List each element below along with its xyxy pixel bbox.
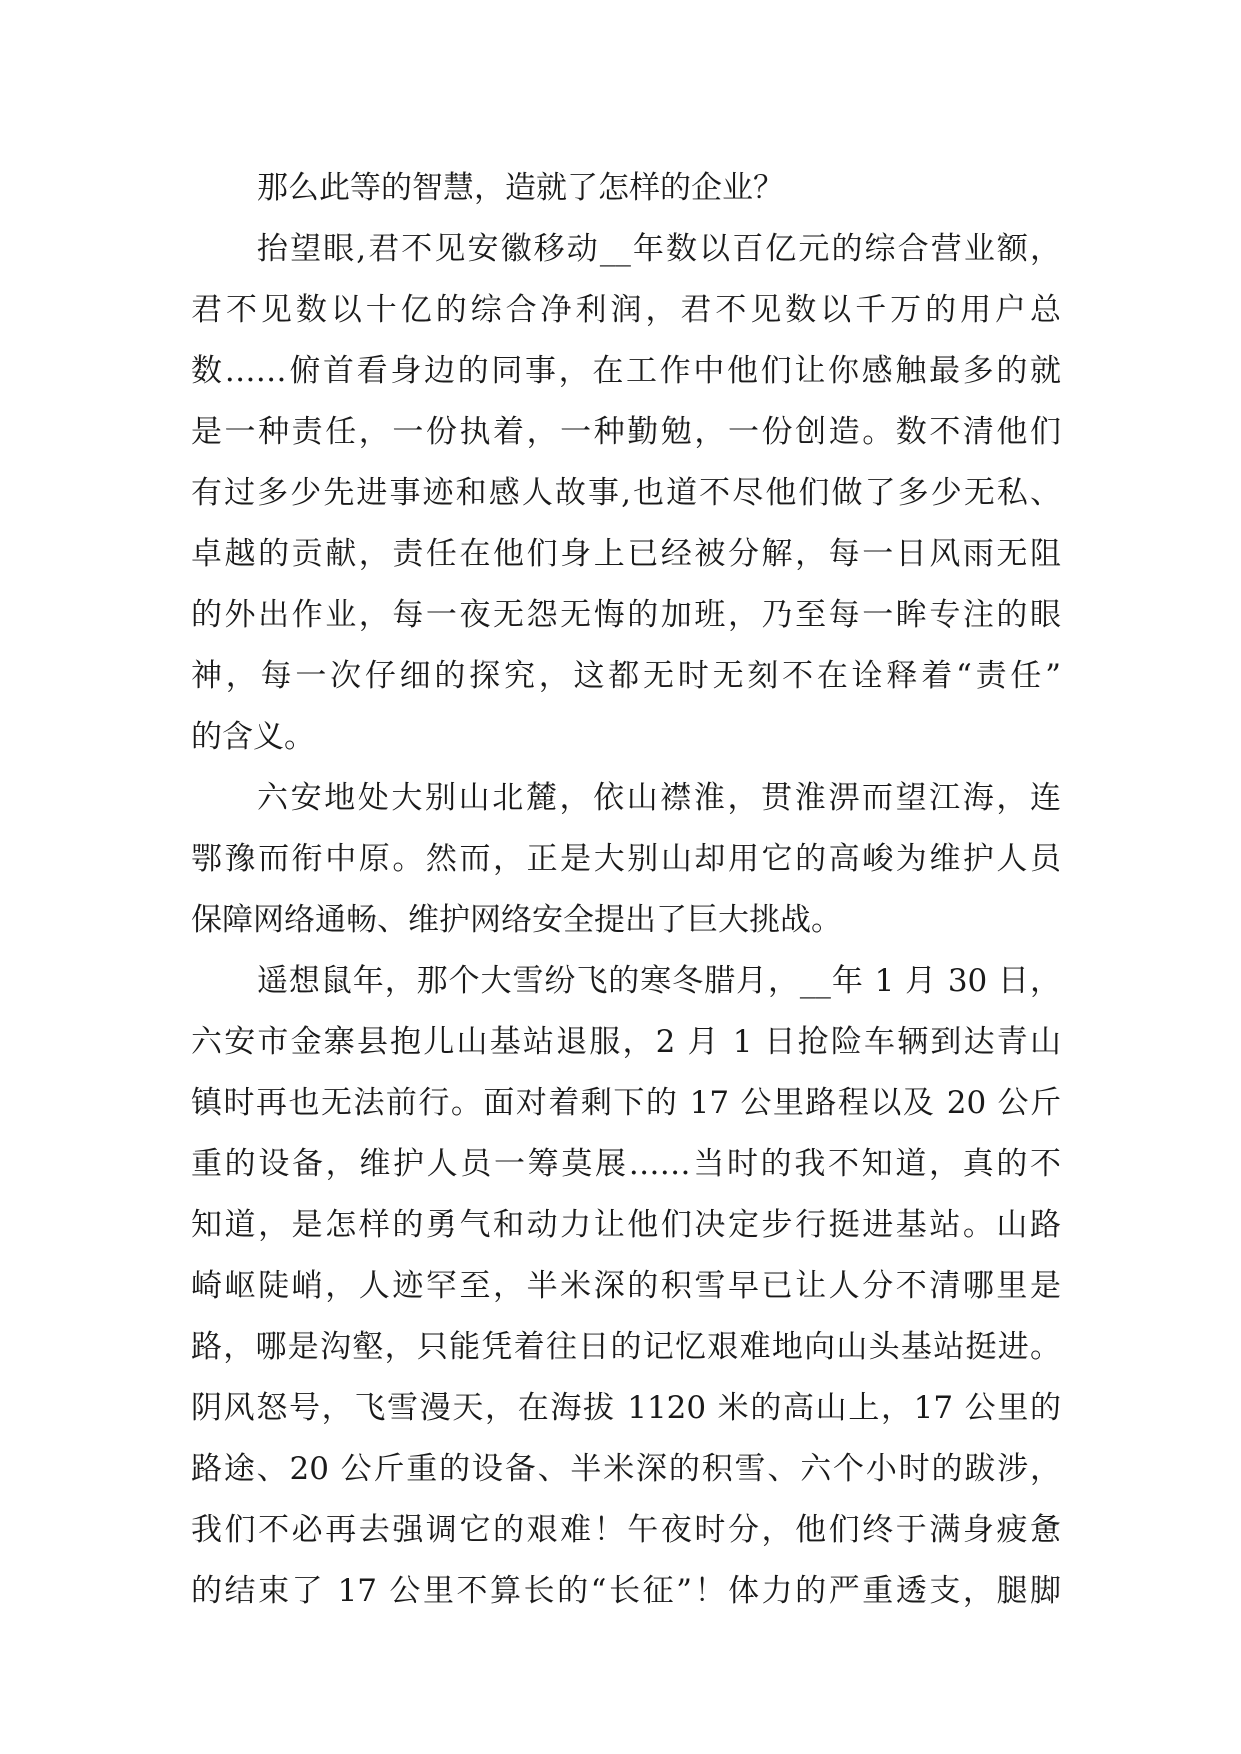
text-line: 的结束了 17 公里不算长的“长征”！体力的严重透支，腿脚 xyxy=(191,1573,1061,1609)
text-line: 鄂豫而衔中原。然而，正是大别山却用它的高峻为维护人员 xyxy=(191,841,1061,877)
paragraph xyxy=(191,768,1061,951)
paragraph xyxy=(191,951,1061,1622)
text-line: 君不见数以十亿的综合净利润，君不见数以千万的用户总 xyxy=(191,292,1061,328)
text-line: 数……俯首看身边的同事，在工作中他们让你感触最多的就 xyxy=(191,353,1061,389)
text-line: 的含义。 xyxy=(191,719,315,755)
text-line: 那么此等的智慧，造就了怎样的企业？ xyxy=(257,170,784,206)
text-line: 神，每一次仔细的探究，这都无时无刻不在诠释着“责任” xyxy=(191,658,1061,694)
text-line: 路，哪是沟壑，只能凭着往日的记忆艰难地向山头基站挺进。 xyxy=(191,1329,1061,1365)
text-line: 卓越的贡献，责任在他们身上已经被分解，每一日风雨无阻 xyxy=(191,536,1061,572)
text-line: 抬望眼,君不见安徽移动__年数以百亿元的综合营业额， xyxy=(257,231,1061,267)
text-line: 路途、20 公斤重的设备、半米深的积雪、六个小时的跋涉， xyxy=(191,1451,1061,1487)
text-line: 知道，是怎样的勇气和动力让他们决定步行挺进基站。山路 xyxy=(191,1207,1061,1243)
text-line: 我们不必再去强调它的艰难！午夜时分，他们终于满身疲惫 xyxy=(191,1512,1061,1548)
text-line: 重的设备，维护人员一筹莫展……当时的我不知道，真的不 xyxy=(191,1146,1061,1182)
text-line: 六安地处大别山北麓，依山襟淮，贯淮淠而望江海，连 xyxy=(257,780,1061,816)
text-line: 有过多少先进事迹和感人故事,也道不尽他们做了多少无私、 xyxy=(191,475,1061,511)
text-line: 镇时再也无法前行。面对着剩下的 17 公里路程以及 20 公斤 xyxy=(191,1085,1061,1121)
document-body xyxy=(191,158,1061,1622)
paragraph xyxy=(191,219,1061,768)
text-line: 阴风怒号，飞雪漫天，在海拔 1120 米的高山上，17 公里的 xyxy=(191,1390,1061,1426)
text-line: 保障网络通畅、维护网络安全提出了巨大挑战。 xyxy=(191,902,842,938)
text-line: 的外出作业，每一夜无怨无悔的加班，乃至每一眸专注的眼 xyxy=(191,597,1061,633)
text-line: 遥想鼠年，那个大雪纷飞的寒冬腊月，__年 1 月 30 日， xyxy=(257,963,1061,999)
paragraph xyxy=(191,158,1061,219)
text-line: 是一种责任，一份执着，一种勤勉，一份创造。数不清他们 xyxy=(191,414,1061,450)
text-line: 六安市金寨县抱儿山基站退服，2 月 1 日抢险车辆到达青山 xyxy=(191,1024,1061,1060)
text-line: 崎岖陡峭，人迹罕至，半米深的积雪早已让人分不清哪里是 xyxy=(191,1268,1061,1304)
